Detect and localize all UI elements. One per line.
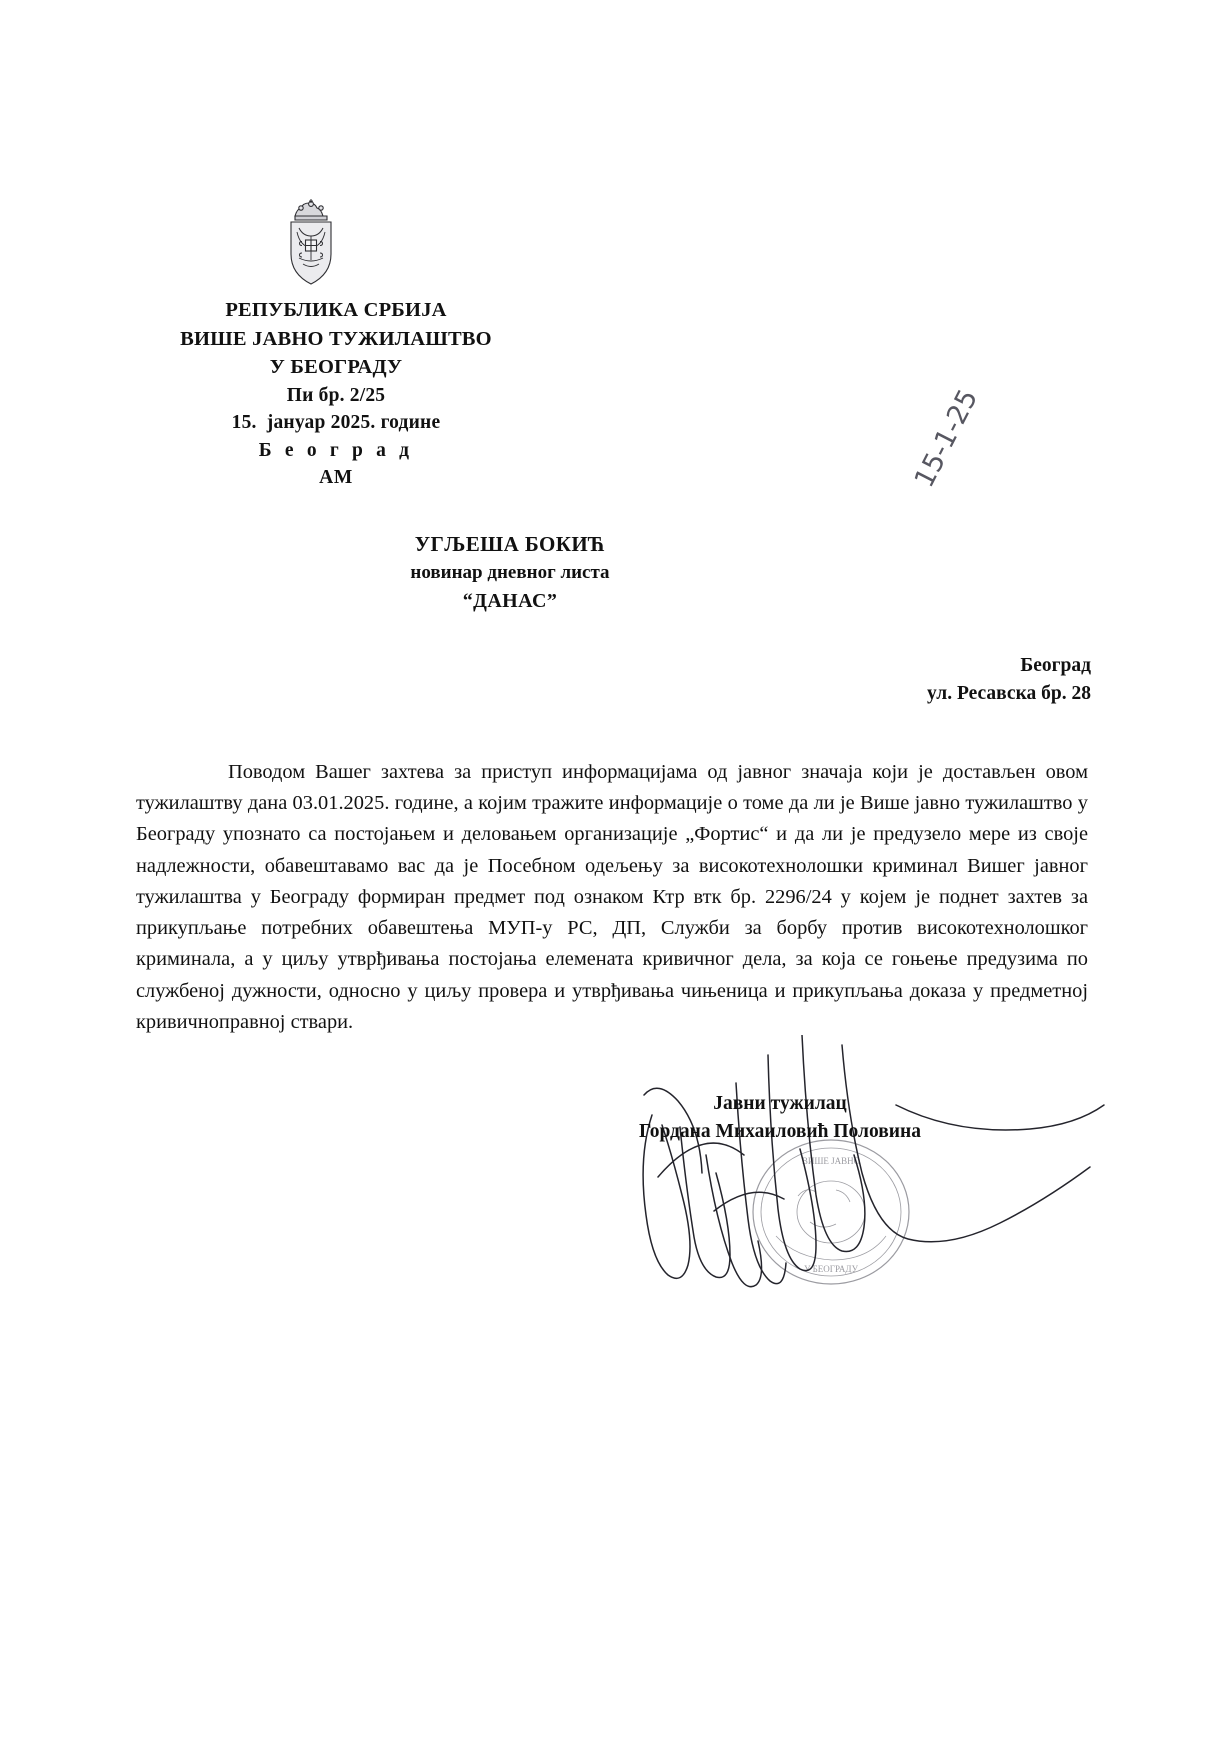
handwritten-signature xyxy=(596,1035,1116,1325)
signatory-title: Јавни тужилац xyxy=(713,1093,847,1114)
serbian-coat-of-arms-icon xyxy=(273,196,349,288)
letterhead xyxy=(166,296,506,491)
svg-text:У БЕОГРАДУ: У БЕОГРАДУ xyxy=(804,1264,858,1274)
signature-block xyxy=(560,1090,1000,1147)
recipient-block xyxy=(300,530,720,615)
letterhead-date: 15. јануар 2025. године xyxy=(231,412,441,434)
letterhead-organization: ВИШЕ ЈАВНО ТУЖИЛАШТВО xyxy=(180,327,492,350)
recipient-name: УГЉЕША БОКИЋ xyxy=(414,532,606,556)
recipient-address xyxy=(927,652,1091,709)
address-city: Београд xyxy=(1020,655,1091,676)
recipient-publication: “ДАНАС” xyxy=(462,589,558,612)
handwritten-margin-date: 15-1-25 xyxy=(908,384,985,493)
letterhead-place: Б е о г р а д xyxy=(258,439,414,461)
letterhead-case-number: Пи бр. 2/25 xyxy=(286,385,386,407)
svg-text:ВИШЕ ЈАВНО: ВИШЕ ЈАВНО xyxy=(801,1156,861,1166)
letterhead-country: РЕПУБЛИКА СРБИЈА xyxy=(225,299,447,321)
letterhead-initials: АМ xyxy=(319,466,353,488)
address-street: ул. Ресавска бр. 28 xyxy=(927,683,1091,705)
letterhead-city: У БЕОГРАДУ xyxy=(269,356,403,379)
body-paragraph: Поводом Вашег захтева за приступ информацијама од јавног значаја који је достављен овом тужилаштву дана 03.01.2025. године, а којим тражите информације о томе да ли је Више јавно тужилаштво у Београду упознато са постојањем и деловањем организације „Фортис“ и да ли је предузело мере из своје надлежности, обавештавамо вас да је Посебном одељењу за високотехнолошки криминал Вишег јавног тужилаштва у Београду формиран предмет под ознаком Ктр втк бр. 2296/24 у којем је поднет захтев за прикупљање потребних обавештења МУП-у РС, ДП, Служби за борбу против високотехнолошког криминала, а у циљу утврђивања постојања елемената кривичног дела, за која се гоњење предузима по службеној дужности, односно у циљу провера и утврђивања чињеница и прикупљања доказа у предметној кривичноправној ствари. xyxy=(136,761,1088,1033)
signatory-name: Гордана Михаиловић Половина xyxy=(639,1121,921,1143)
recipient-role: новинар дневног листа xyxy=(410,561,610,583)
official-stamp xyxy=(736,1126,926,1298)
